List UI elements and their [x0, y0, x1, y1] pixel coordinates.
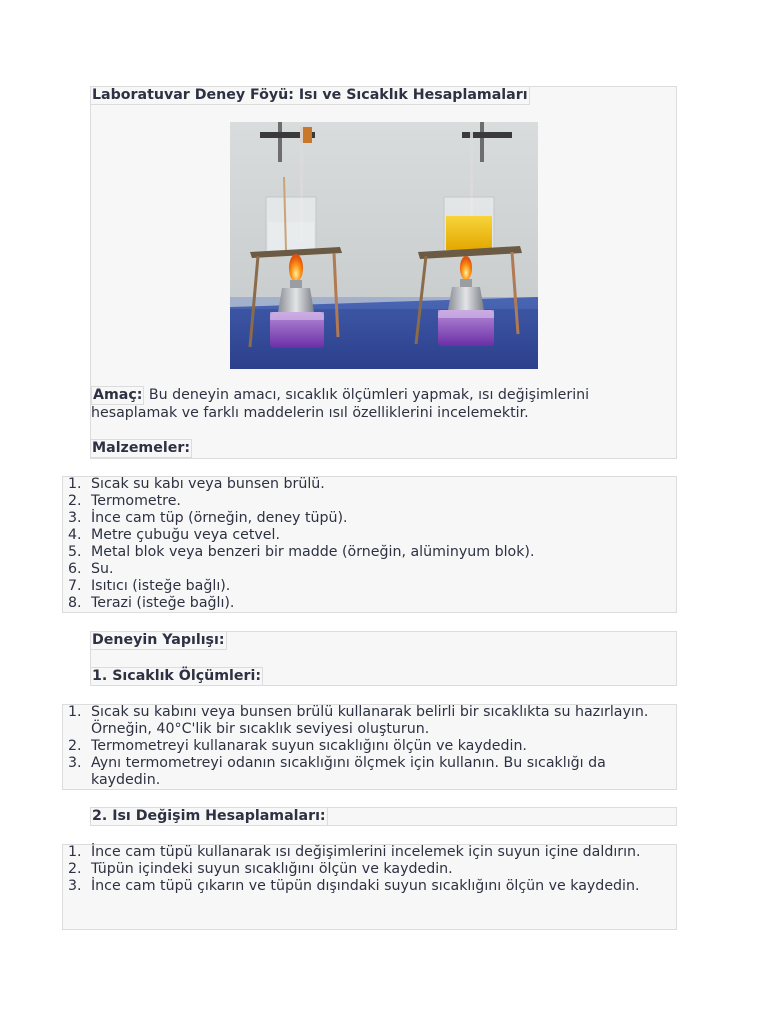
list-item: 2. Tüpün içindeki suyun sıcaklığını ölçün ve kaydedin.: [68, 861, 453, 877]
materials-list: [62, 476, 676, 612]
purpose-text: Bu deneyin amacı, sıcaklık ölçümleri yapmak, ısı değişimlerini hesaplamak ve farklı maddelerin ısıl özelliklerini incelemektir.: [91, 387, 590, 421]
section2-list: [62, 844, 676, 895]
list-item: 8. Terazi (isteğe bağlı).: [68, 595, 235, 611]
purpose-label: Amaç:: [93, 387, 143, 403]
list-item: 1. Sıcak su kabı veya bunsen brülü.: [68, 476, 325, 492]
list-item: 5. Metal blok veya benzeri bir madde (örneğin, alüminyum blok).: [68, 544, 535, 560]
list-item: 2. Termometreyi kullanarak suyun sıcaklığını ölçün ve kaydedin.: [68, 738, 527, 754]
list-item: 3. Aynı termometreyi odanın sıcaklığını ölçmek için kullanın. Bu sıcaklığı da kaydedin.: [68, 755, 606, 788]
list-item: 7. Isıtıcı (isteğe bağlı).: [68, 578, 231, 594]
list-item: 3. İnce cam tüpü çıkarın ve tüpün dışındaki suyun sıcaklığını ölçün ve kaydedin.: [68, 878, 640, 894]
list-item: 1. Sıcak su kabını veya bunsen brülü kullanarak belirli bir sıcaklıkta su hazırlayın. Örneğin, 40°C'lik bir sıcaklık seviyesi oluşturun.: [68, 704, 649, 737]
lab-experiment-photo: [230, 122, 538, 369]
list-item: 6. Su.: [68, 561, 114, 577]
materials-heading: Malzemeler:: [92, 440, 190, 456]
list-item: 4. Metre çubuğu veya cetvel.: [68, 527, 280, 543]
purpose-paragraph: [91, 386, 671, 422]
list-item: 3. İnce cam tüp (örneğin, deney tüpü).: [68, 510, 348, 526]
section1-list: [62, 704, 676, 789]
section2-heading: 2. Isı Değişim Hesaplamaları:: [92, 808, 326, 824]
document-title: Laboratuvar Deney Föyü: Isı ve Sıcaklık Hesaplamaları: [92, 87, 528, 103]
section1-heading: 1. Sıcaklık Ölçümleri:: [92, 668, 262, 684]
procedure-heading: Deneyin Yapılışı:: [92, 632, 225, 648]
list-item: 2. Termometre.: [68, 493, 181, 509]
list-item: 1. İnce cam tüpü kullanarak ısı değişimlerini incelemek için suyun içine daldırın.: [68, 844, 641, 860]
